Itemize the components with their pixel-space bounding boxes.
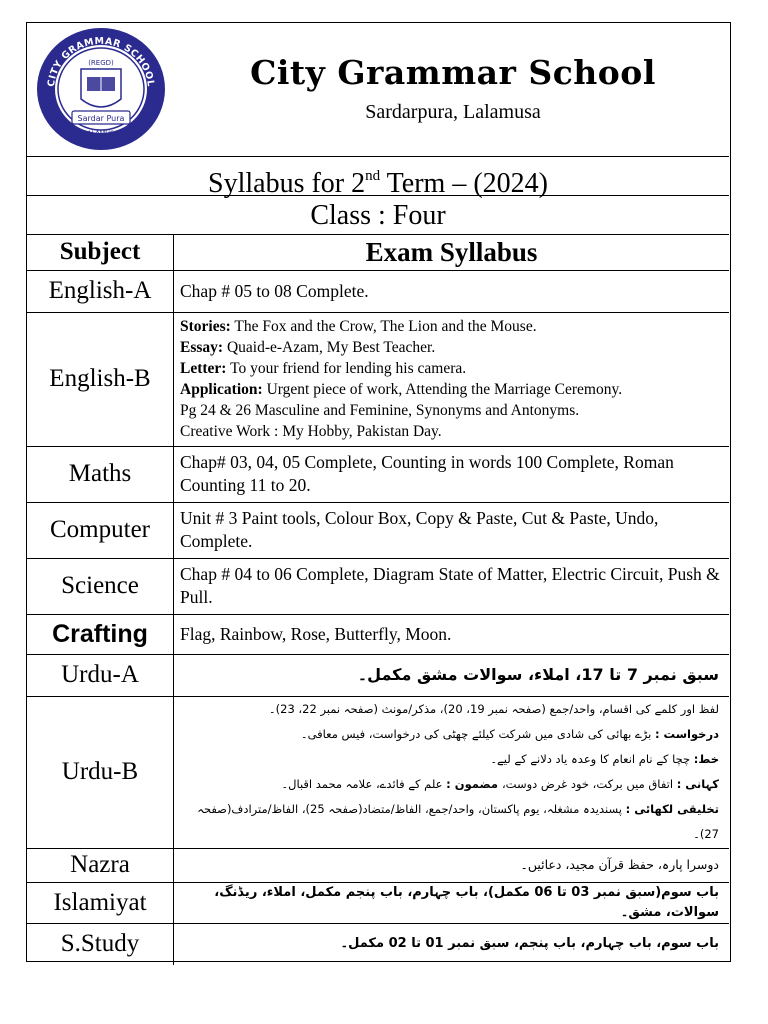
english-b-creative: Creative Work : My Hobby, Pakistan Day.	[180, 423, 442, 440]
table-row	[27, 923, 729, 965]
urdu-b-line-1: لفظ اور کلمے کی اقسام، واحد/جمع (صفحہ نمبر 19، 20)، مذکر/مونث (صفحہ نمبر 22، 23)۔	[268, 702, 719, 716]
english-b-stories: Stories: The Fox and the Crow, The Lion and the Mouse.	[180, 318, 537, 335]
syllabus-maths: Chap# 03, 04, 05 Complete, Counting in words 100 Complete, Roman Counting 11 to 20.	[174, 446, 730, 502]
col-syllabus-header: Exam Syllabus	[365, 236, 538, 267]
table-row	[27, 696, 729, 848]
logo-bottom: LALAMUSA	[83, 129, 119, 137]
table-header-row	[27, 235, 729, 270]
term-title	[27, 156, 729, 199]
col-subject-header: Subject	[27, 235, 174, 270]
nazra-text: دوسرا پارہ، حفظ قرآن مجید، دعائیں۔	[520, 857, 719, 872]
urdu-b-line-4: کہانی : اتفاق میں برکت، خود غرض دوست، مضمون : علم کے فائدے، علامہ محمد اقبال۔	[281, 777, 719, 791]
urdu-b-line-5: تخلیقی لکھائی : پسندیدہ مشغلہ، یوم پاکستان، واحد/جمع، الفاظ/متضاد(صفحہ 25)، الفاظ/مترادف(صفحہ 27)۔	[197, 802, 719, 841]
school-logo	[34, 25, 168, 153]
subject-computer: Computer	[27, 502, 174, 558]
table-row	[27, 614, 729, 654]
table-row	[27, 654, 729, 696]
urdu-a-text: سبق نمبر 7 تا 17، املاء، سوالات مشق مکمل۔	[357, 665, 719, 684]
syllabus-islamiyat	[174, 882, 730, 923]
urdu-b-line-3: خط: چچا کے نام انعام کا وعدہ یاد دلانے کے لیے۔	[490, 752, 719, 766]
school-address: Sardarpura, Lalamusa	[365, 101, 541, 123]
syllabus-crafting: Flag, Rainbow, Rose, Butterfly, Moon.	[174, 614, 730, 654]
subject-sstudy: S.Study	[27, 923, 174, 965]
table-row	[27, 848, 729, 882]
school-header	[27, 23, 729, 157]
syllabus-english-a: Chap # 05 to 08 Complete.	[174, 270, 730, 312]
english-b-letter: Letter: To your friend for lending his camera.	[180, 360, 467, 377]
english-b-essay: Essay: Quaid-e-Azam, My Best Teacher.	[180, 339, 436, 356]
syllabus-table	[27, 235, 729, 965]
subject-english-b: English-B	[27, 312, 174, 446]
syllabus-nazra	[174, 848, 730, 882]
subject-english-a: English-A	[27, 270, 174, 312]
class-title: Class : Four	[27, 196, 729, 235]
logo-regd: (REGD)	[88, 59, 114, 67]
subject-islamiyat: Islamiyat	[27, 882, 174, 923]
syllabus-urdu-a	[174, 654, 730, 696]
syllabus-urdu-b	[174, 696, 730, 848]
table-row	[27, 558, 729, 614]
english-b-grammar: Pg 24 & 26 Masculine and Feminine, Synonyms and Antonyms.	[180, 402, 580, 419]
english-b-application: Application: Urgent piece of work, Attending the Marriage Ceremony.	[180, 381, 623, 398]
table-row	[27, 446, 729, 502]
urdu-b-line-2: درخواست : بڑے بھائی کی شادی میں شرکت کیلئے چھٹی کی درخواست، فیس معافی۔	[300, 727, 719, 741]
subject-urdu-b: Urdu-B	[27, 696, 174, 848]
sstudy-text: باب سوم، باب چہارم، باب پنجم، سبق نمبر 01 تا 02 مکمل۔	[340, 936, 719, 952]
term-prefix: Syllabus for 2	[208, 168, 366, 199]
subject-nazra: Nazra	[27, 848, 174, 882]
school-name: City Grammar School	[250, 53, 656, 92]
logo-ring-text: CITY GRAMMAR SCHOOL	[45, 35, 157, 88]
subject-urdu-a: Urdu-A	[27, 654, 174, 696]
syllabus-sstudy	[174, 923, 730, 965]
subject-maths: Maths	[27, 446, 174, 502]
table-row	[27, 882, 729, 923]
table-row	[27, 312, 729, 446]
subject-crafting: Crafting	[27, 614, 174, 654]
islamiyat-text: باب سوم(سبق نمبر 03 تا 06 مکمل)، باب چہارم، باب پنجم مکمل، املاء، ریڈنگ، سوالات، مشق۔	[214, 884, 719, 920]
term-sup: nd	[365, 168, 381, 184]
table-row	[27, 502, 729, 558]
syllabus-sheet	[26, 22, 731, 962]
table-row	[27, 270, 729, 312]
syllabus-english-b	[174, 312, 730, 446]
subject-science: Science	[27, 558, 174, 614]
term-suffix: Term – (2024)	[380, 168, 548, 199]
syllabus-science: Chap # 04 to 06 Complete, Diagram State of Matter, Electric Circuit, Push & Pull.	[174, 558, 730, 614]
syllabus-computer: Unit # 3 Paint tools, Colour Box, Copy & Paste, Cut & Paste, Undo, Complete.	[174, 502, 730, 558]
logo-ribbon: Sardar Pura	[77, 114, 125, 123]
